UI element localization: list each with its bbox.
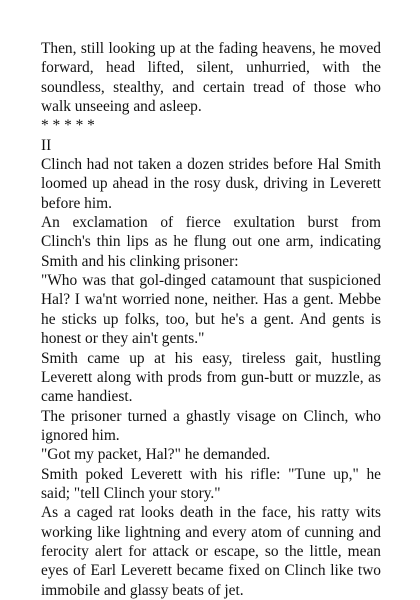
document-page (41, 39, 381, 600)
paragraph-exclamation: An exclamation of fierce exultation burst from Clinch's thin lips as he flung out one arm, indicating Smith and his clinking prisoner: (41, 214, 381, 270)
paragraph-fading-heavens: Then, still looking up at the fading heavens, he moved forward, head lifted, silent, unhurried, with the soundless, stealthy, and certain tread of those who walk unseeing and asleep. (41, 40, 381, 116)
paragraph-catamount-quote: "Who was that gol-dinged catamount that suspicioned Hal? I wa'nt worried none, neither. Has a gent. Mebbe he sticks up folks, too, but he's a gent. And gents is honest or they ain't gents." (41, 272, 381, 348)
paragraph-smith-gait: Smith came up at his easy, tireless gait, hustling Leverett along with prods from gun-butt or muzzle, as came handiest. (41, 349, 381, 406)
paragraph-caged-rat: As a caged rat looks death in the face, his ratty wits working like lightning and every atom of cunning and ferocity alert for attack or escape, so the little, mean eyes of Earl Leverett became fixed on Clinch like two immobile and glassy beats of jet. (41, 504, 381, 599)
paragraph-prisoner-visage: The prisoner turned a ghastly visage on Clinch, who ignored him. (41, 407, 381, 444)
paragraph-packet-question: "Got my packet, Hal?" he demanded. (41, 446, 271, 464)
chapter-heading: II (41, 136, 52, 154)
section-break: * * * * * (41, 117, 95, 135)
paragraph-clinch-strides: Clinch had not taken a dozen strides before Hal Smith loomed up ahead in the rosy dusk, driving in Leverett before him. (41, 156, 381, 212)
paragraph-tune-up: Smith poked Leverett with his rifle: "Tune up," he said; "tell Clinch your story." (41, 465, 381, 502)
